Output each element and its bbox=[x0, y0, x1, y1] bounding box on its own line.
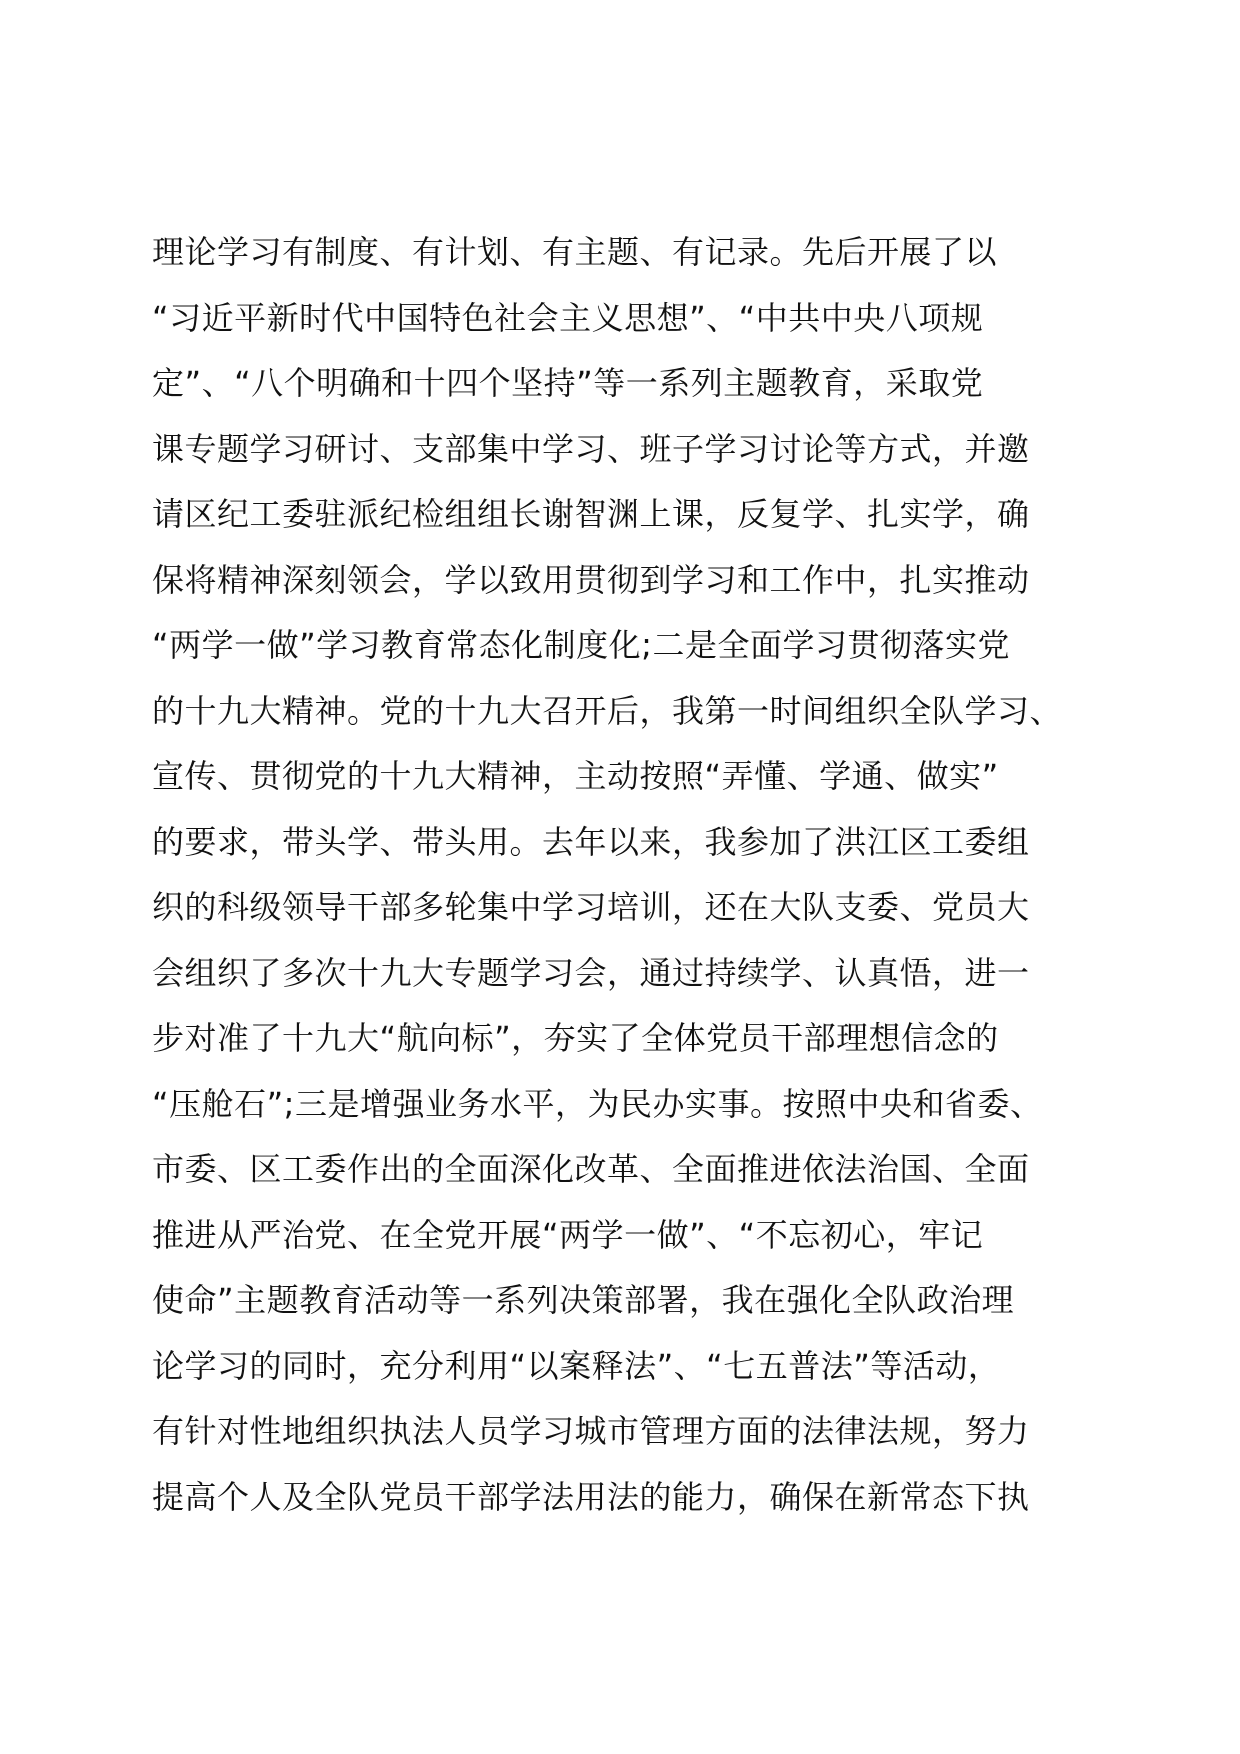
text-line: “压舱石”;三是增强业务水平，为民办实事。按照中央和省委、 bbox=[152, 1084, 1043, 1123]
text-line: 提高个人及全队党员干部学法用法的能力，确保在新常态下执 bbox=[152, 1477, 1030, 1516]
text-line: 的要求，带头学、带头用。去年以来，我参加了洪江区工委组 bbox=[152, 822, 1030, 861]
text-line: 宣传、贯彻党的十九大精神，主动按照“弄懂、学通、做实” bbox=[152, 757, 999, 795]
text-line: 市委、区工委作出的全面深化改革、全面推进依法治国、全面 bbox=[152, 1150, 1030, 1188]
text-line: 课专题学习研讨、支部集中学习、班子学习讨论等方式，并邀 bbox=[152, 429, 1030, 468]
text-line: 推进从严治党、在全党开展“两学一做”、“不忘初心，牢记 bbox=[152, 1215, 984, 1254]
body-text bbox=[152, 220, 1132, 1530]
text-line: 理论学习有制度、有计划、有主题、有记录。先后开展了以 bbox=[152, 233, 998, 271]
text-line: “习近平新时代中国特色社会主义思想”、“中共中央八项规 bbox=[152, 298, 984, 337]
text-line: 使命”主题教育活动等一系列决策部署，我在强化全队政治理 bbox=[152, 1281, 1015, 1319]
text-line: 的十九大精神。党的十九大召开后，我第一时间组织全队学习、 bbox=[152, 691, 1063, 730]
text-line: 有针对性地组织执法人员学习城市管理方面的法律法规，努力 bbox=[152, 1412, 1030, 1450]
text-line: 定”、“八个明确和十四个坚持”等一系列主题教育，采取党 bbox=[152, 364, 984, 402]
text-line: 步对准了十九大“航向标”，夯实了全体党员干部理想信念的 bbox=[152, 1019, 999, 1057]
text-line: 织的科级领导干部多轮集中学习培训，还在大队支委、党员大 bbox=[152, 888, 1030, 926]
text-line: 请区纪工委驻派纪检组组长谢智渊上课，反复学、扎实学，确 bbox=[152, 495, 1030, 533]
text-line: 保将精神深刻领会，学以致用贯彻到学习和工作中，扎实推动 bbox=[152, 560, 1030, 599]
text-line: “两学一做”学习教育常态化制度化;二是全面学习贯彻落实党 bbox=[152, 626, 1010, 664]
text-line: 论学习的同时，充分利用“以案释法”、“七五普法”等活动， bbox=[152, 1346, 1001, 1385]
text-line: 会组织了多次十九大专题学习会，通过持续学、认真悟，进一 bbox=[152, 953, 1030, 992]
